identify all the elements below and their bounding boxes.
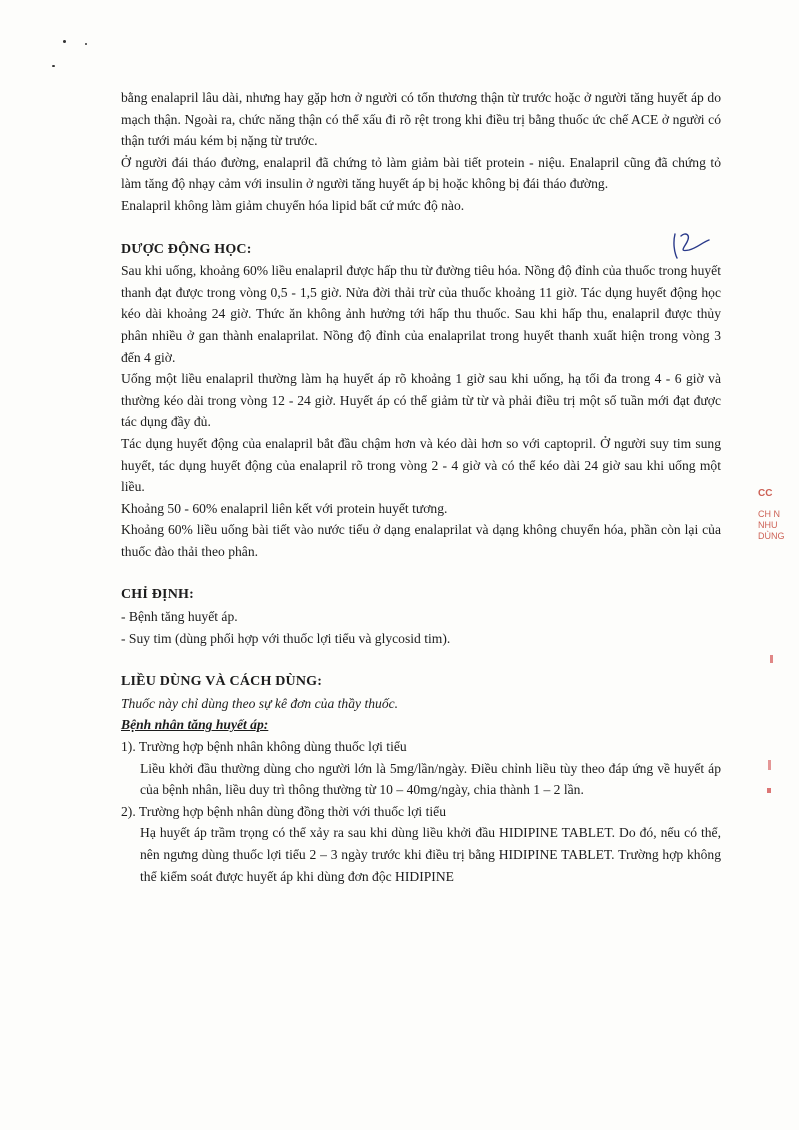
case-text: Liều khởi đầu thường dùng cho người lớn là 5mg/lần/ngày. Điều chỉnh liều tùy theo đáp ứng về huyết áp của bệnh nhân, liều duy trì thông thường từ 10 – 40mg/ngày, chia thành 1 – 2 lần. (140, 760, 721, 798)
paragraph: Sau khi uống, khoảng 60% liều enalapril được hấp thu từ đường tiêu hóa. Nồng độ đỉnh của thuốc trong huyết thanh đạt được trong vòng 0,5 - 1,5 giờ. Nửa đời thải trừ của thuốc khoảng 11 giờ. Tác dụng huyết động học kéo dài khoảng 24 giờ. Thức ăn không ảnh hưởng tới hấp thu thuốc. Sau khi hấp thu, enalapril được thủy phân nhiều ở gan thành enalaprilat. Nồng độ đỉnh của enalaprilat trong huyết thanh xuất hiện trong vòng 3 đến 4 giờ. (121, 263, 721, 365)
paragraph: bằng enalapril lâu dài, nhưng hay gặp hơn ở người có tổn thương thận từ trước hoặc ở người tăng huyết áp do mạch thận. Ngoài ra, chức năng thận có thể xấu đi rõ rệt trong khi điều trị bằng thuốc ức chế ACE ở người có thận tưới máu kém bị nặng từ trước. (121, 90, 721, 149)
stamp-edge-mark (768, 760, 771, 770)
stamp-text: NHU (758, 520, 778, 530)
stamp-text: CC (758, 488, 773, 499)
case-text: Hạ huyết áp trầm trọng có thể xảy ra sau khi dùng liều khởi đầu HIDIPINE TABLET. Do đó, nếu có thể, nên ngưng dùng thuốc lợi tiểu 2 – 3 ngày trước khi điều trị bằng HIDIPINE TABLET. Trường hợp không thể kiểm soát được huyết áp khi dùng đơn độc HIDIPINE (140, 825, 721, 884)
section-heading-indications: CHỈ ĐỊNH: (121, 587, 194, 603)
prescription-note: Thuốc này chỉ dùng theo sự kê đơn của thầy thuốc. (121, 695, 399, 711)
case-title: 1). Trường hợp bệnh nhân không dùng thuốc lợi tiểu (121, 739, 407, 755)
paragraph: Ở người đái tháo đường, enalapril đã chứng tỏ làm giảm bài tiết protein - niệu. Enalapril cũng đã chứng tỏ làm tăng độ nhạy cảm với insulin ở người tăng huyết áp bị hoặc không bị đái tháo đường. (121, 154, 721, 192)
paragraph: Tác dụng huyết động của enalapril bắt đầu chậm hơn và kéo dài hơn so với captopril. Ở người suy tim sung huyết, tác dụng huyết động của enalapril rõ trong vòng 2 - 4 giờ và có thể kéo dài 24 giờ sau khi uống một liều. (121, 435, 721, 495)
scan-mark (63, 40, 66, 43)
list-item: - Suy tim (dùng phối hợp với thuốc lợi tiểu và glycosid tim). (121, 630, 451, 646)
subheading-hypertension: Bệnh nhân tăng huyết áp: (121, 717, 269, 733)
scan-mark (52, 65, 55, 67)
paragraph: Uống một liều enalapril thường làm hạ huyết áp rõ khoảng 1 giờ sau khi uống, hạ tối đa trong 4 - 6 giờ và thường kéo dài trong vòng 12 - 24 giờ. Huyết áp có thể giảm từ từ và phải điều trị một số tuần mới đạt được tác dụng đầy đủ. (121, 371, 721, 430)
list-item: - Bệnh tăng huyết áp. (121, 609, 238, 625)
stamp-text: DÙNG (758, 531, 785, 541)
paragraph: Khoảng 50 - 60% enalapril liên kết với protein huyết tương. (121, 500, 448, 516)
stamp-fragment (758, 488, 785, 542)
case-title: 2). Trường hợp bệnh nhân dùng đồng thời với thuốc lợi tiểu (121, 803, 446, 819)
section-heading-pharmacokinetics: DƯỢC ĐỘNG HỌC: (121, 241, 252, 257)
paragraph: Enalapril không làm giảm chuyển hóa lipid bất cứ mức độ nào. (121, 197, 465, 213)
stamp-text: CH N (758, 509, 780, 519)
paragraph: Khoảng 60% liều uống bài tiết vào nước tiểu ở dạng enalaprilat và dạng không chuyển hóa, phần còn lại của thuốc đào thải theo phân. (121, 522, 721, 559)
document-body (121, 87, 721, 887)
section-heading-dosage: LIỀU DÙNG VÀ CÁCH DÙNG: (121, 674, 323, 690)
scan-mark (85, 43, 87, 45)
stamp-edge-mark (767, 788, 771, 793)
stamp-edge-mark (770, 655, 773, 663)
